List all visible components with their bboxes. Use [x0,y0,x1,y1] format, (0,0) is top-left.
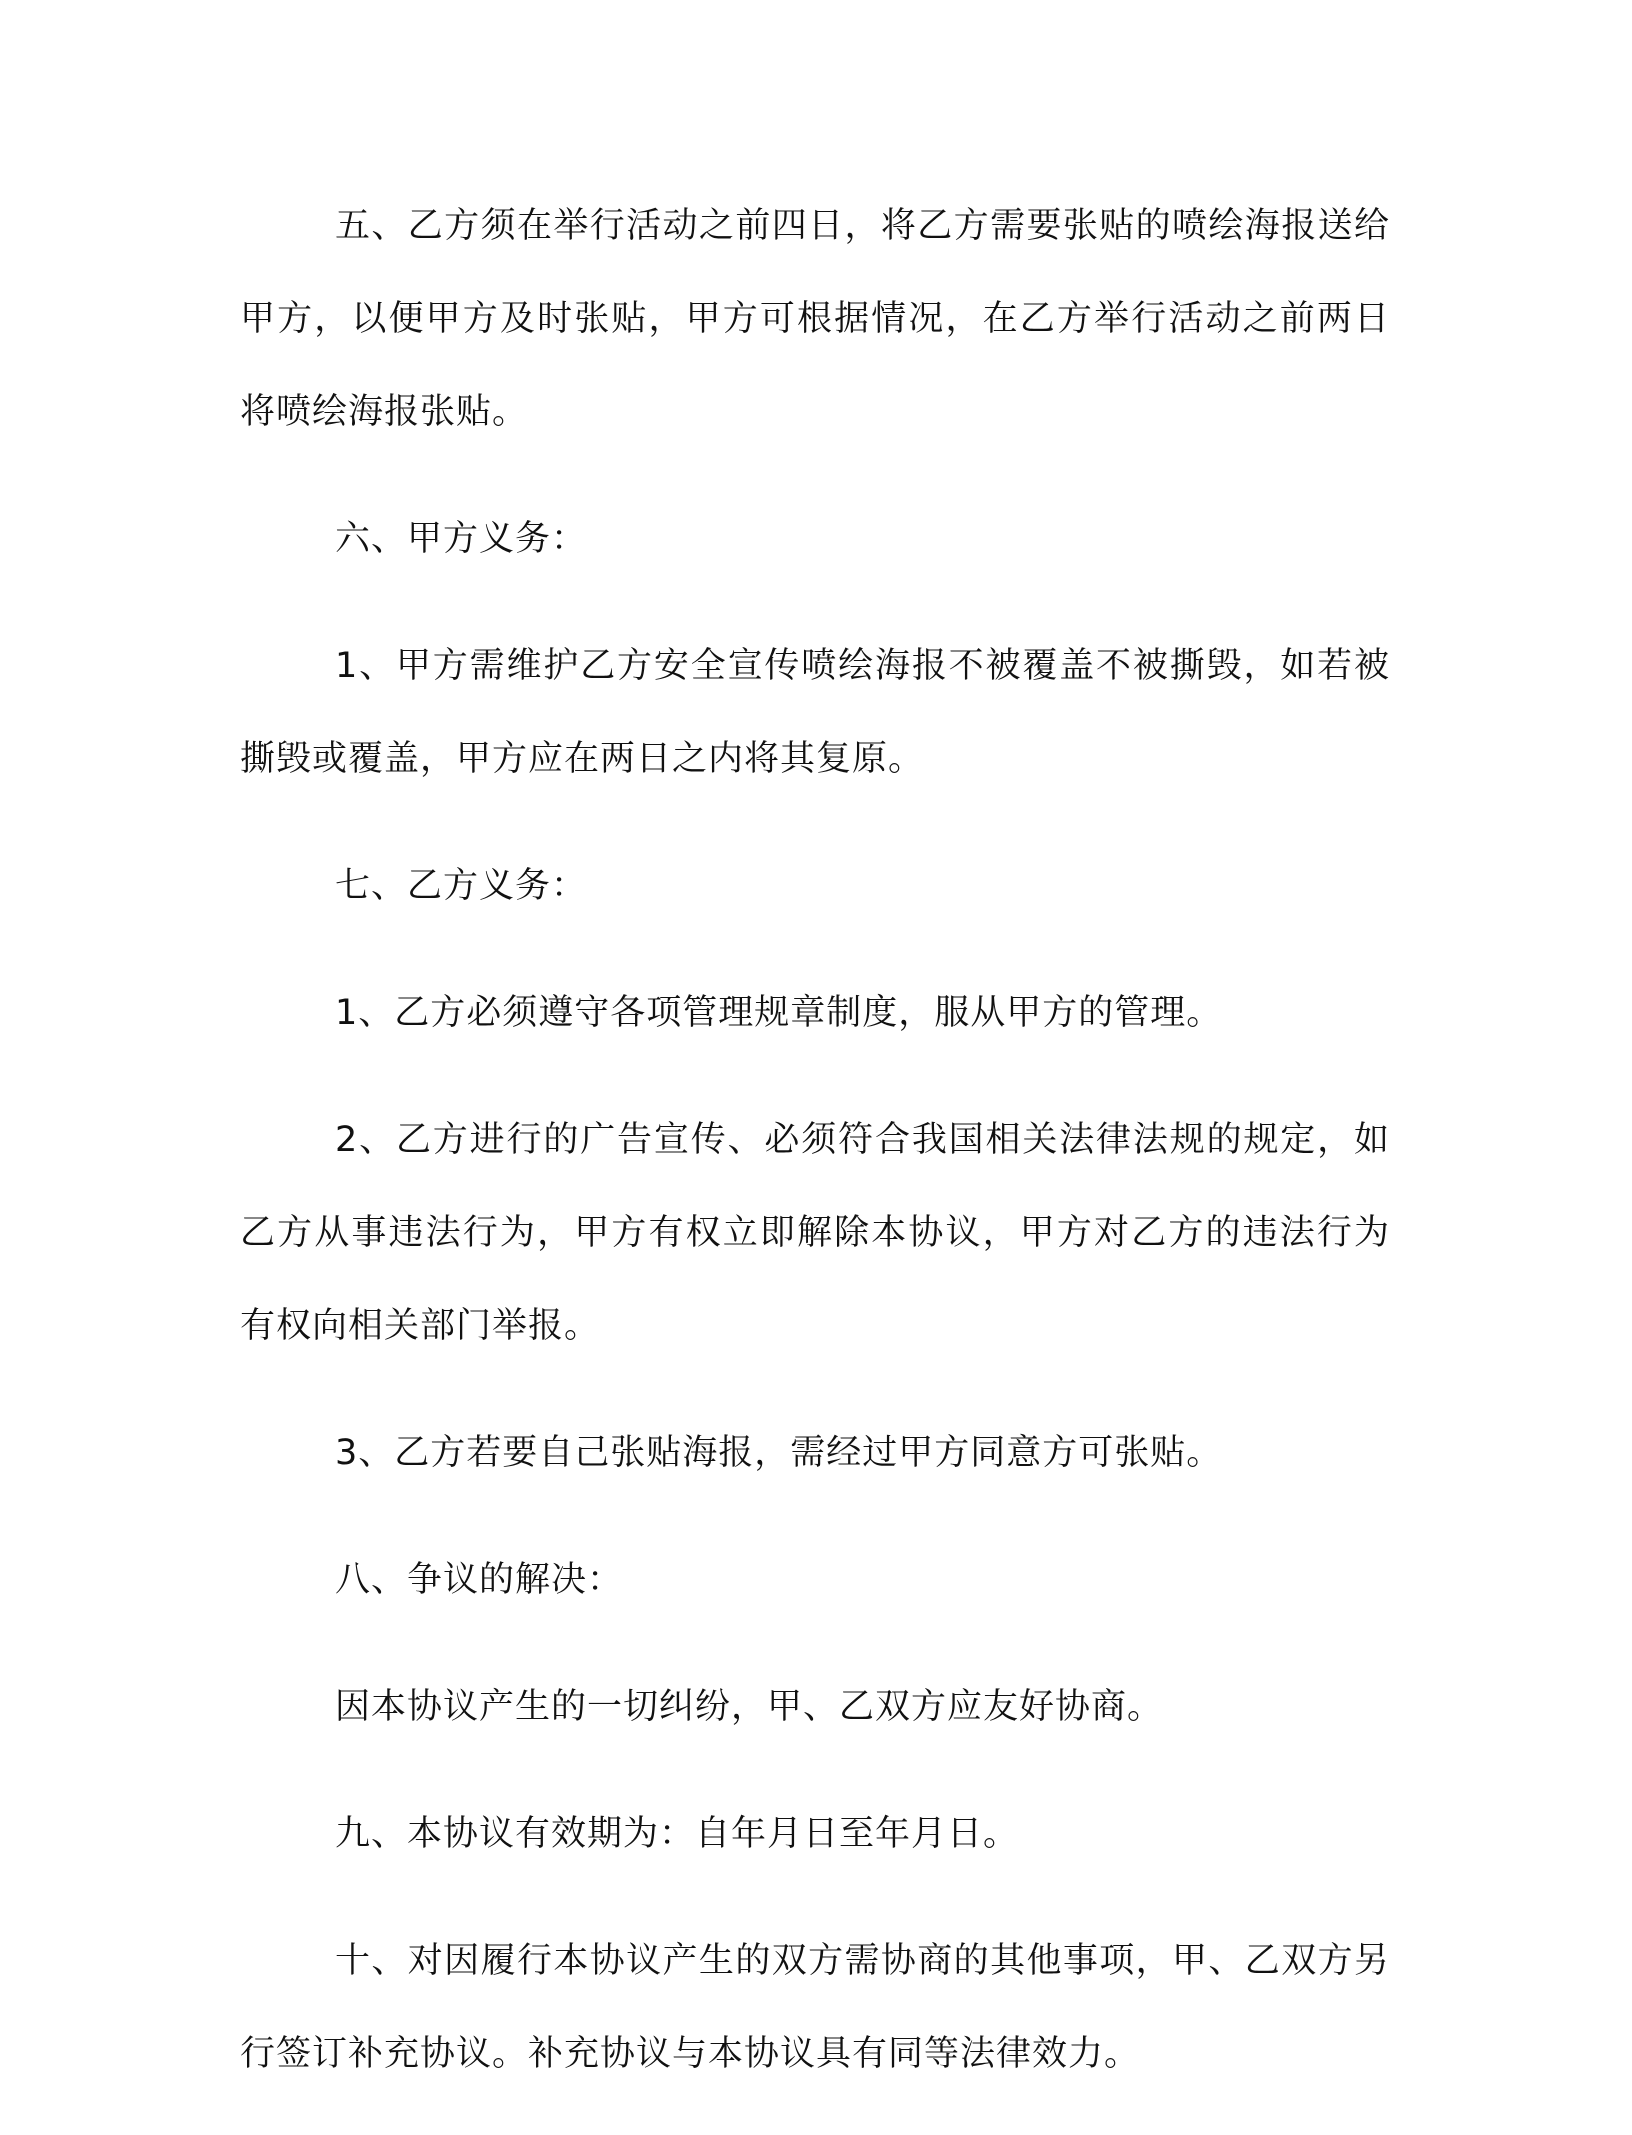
paragraph-dispute-resolution: 因本协议产生的一切纠纷，甲、乙双方应友好协商。 [335,1687,1164,1727]
heading-party-a-obligations: 六、甲方义务： [335,519,588,559]
paragraph-validity-period: 九、本协议有效期为：自年月日至年月日。 [335,1814,1020,1854]
document-body [240,180,1390,2135]
paragraph-clause-5: 五、乙方须在举行活动之前四日，将乙方需要张贴的喷绘海报送给甲方，以便甲方及时张贴，甲方可根据情况，在乙方举行活动之前两日将喷绘海报张贴。 [240,206,1390,432]
paragraph-party-a-obligation-1: 1、甲方需维护乙方安全宣传喷绘海报不被覆盖不被撕毁，如若被撕毁或覆盖，甲方应在两日之内将其复原。 [240,646,1390,779]
heading-dispute-resolution: 八、争议的解决： [335,1560,624,1600]
paragraph-party-b-obligation-3: 3、乙方若要自己张贴海报，需经过甲方同意方可张贴。 [335,1433,1223,1473]
heading-party-b-obligations: 七、乙方义务： [335,866,588,906]
paragraph-party-b-obligation-2: 2、乙方进行的广告宣传、必须符合我国相关法律法规的规定，如乙方从事违法行为，甲方有权立即解除本协议，甲方对乙方的违法行为有权向相关部门举报。 [240,1120,1390,1346]
paragraph-party-b-obligation-1: 1、乙方必须遵守各项管理规章制度，服从甲方的管理。 [335,993,1223,1033]
paragraph-clause-10: 十、对因履行本协议产生的双方需协商的其他事项，甲、乙双方另行签订补充协议。补充协议与本协议具有同等法律效力。 [240,1941,1390,2074]
